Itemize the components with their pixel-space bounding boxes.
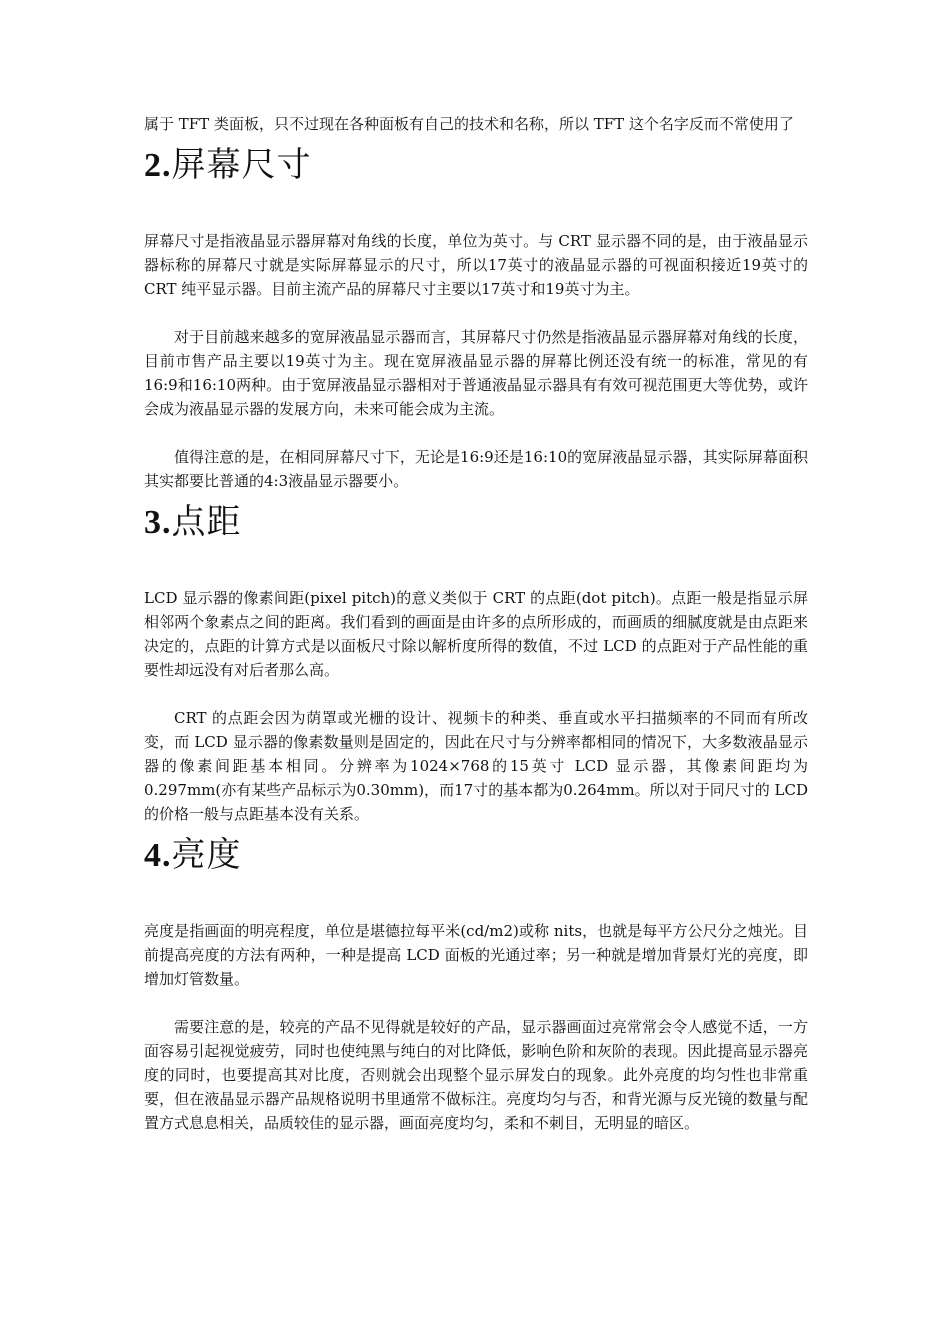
section-title: 点距: [171, 502, 242, 542]
paragraph: CRT 的点距会因为荫罩或光栅的设计、视频卡的种类、垂直或水平扫描频率的不同而有所改变，而 LCD 显示器的像素数量则是固定的，因此在尺寸与分辨率都相同的情况下，大多数液晶显示器的像素间距基本相同。分辨率为1024×768的15英寸 LCD 显示器，其像素间距均为0.297mm(亦有某些产品标示为0.30mm)，而17寸的基本都为0.264mm。所以对于同尺寸的 LCD 的价格一般与点距基本没有关系。: [144, 709, 808, 823]
section-heading-dot-pitch: [144, 499, 808, 546]
section-title: 屏幕尺寸: [171, 145, 312, 185]
section-heading-brightness: [144, 832, 808, 879]
section-title: 亮度: [171, 835, 242, 875]
section-number: 2.: [144, 147, 172, 184]
paragraph: 值得注意的是，在相同屏幕尺寸下，无论是16:9还是16:10的宽屏液晶显示器，其实际屏幕面积其实都要比普通的4:3液晶显示器要小。: [144, 448, 808, 490]
section-heading-screen-size: [144, 142, 808, 189]
paragraph: 屏幕尺寸是指液晶显示器屏幕对角线的长度，单位为英寸。与 CRT 显示器不同的是，由于液晶显示器标称的屏幕尺寸就是实际屏幕显示的尺寸，所以17英寸的液晶显示器的可视面积接近19英寸的 CRT 纯平显示器。目前主流产品的屏幕尺寸主要以17英寸和19英寸为主。: [144, 232, 808, 298]
paragraph: LCD 显示器的像素间距(pixel pitch)的意义类似于 CRT 的点距(dot pitch)。点距一般是指显示屏相邻两个象素点之间的距离。我们看到的画面是由许多的点所形成的，而画质的细腻度就是由点距来决定的，点距的计算方式是以面板尺寸除以解析度所得的数值，不过 LCD 的点距对于产品性能的重要性却远没有对后者那么高。: [144, 589, 808, 679]
paragraph: 亮度是指画面的明亮程度，单位是堪德拉每平米(cd/m2)或称 nits，也就是每平方公尺分之烛光。目前提高亮度的方法有两种，一种是提高 LCD 面板的光通过率；另一种就是增加背景灯光的亮度，即增加灯管数量。: [144, 922, 808, 988]
document-page: [144, 112, 808, 1135]
paragraph: 需要注意的是，较亮的产品不见得就是较好的产品，显示器画面过亮常常会令人感觉不适，一方面容易引起视觉疲劳，同时也使纯黑与纯白的对比降低，影响色阶和灰阶的表现。因此提高显示器亮度的同时，也要提高其对比度，否则就会出现整个显示屏发白的现象。此外亮度的均匀性也非常重要，但在液晶显示器产品规格说明书里通常不做标注。亮度均匀与否，和背光源与反光镜的数量与配置方式息息相关，品质较佳的显示器，画面亮度均匀，柔和不刺目，无明显的暗区。: [144, 1018, 808, 1132]
intro-paragraph: 属于 TFT 类面板，只不过现在各种面板有自己的技术和名称，所以 TFT 这个名字反而不常使用了: [144, 115, 794, 133]
section-number: 3.: [144, 504, 172, 541]
paragraph: 对于目前越来越多的宽屏液晶显示器而言，其屏幕尺寸仍然是指液晶显示器屏幕对角线的长度，目前市售产品主要以19英寸为主。现在宽屏液晶显示器的屏幕比例还没有统一的标准，常见的有16:9和16:10两种。由于宽屏液晶显示器相对于普通液晶显示器具有有效可视范围更大等优势，或许会成为液晶显示器的发展方向，未来可能会成为主流。: [144, 328, 808, 418]
section-number: 4.: [144, 837, 172, 874]
